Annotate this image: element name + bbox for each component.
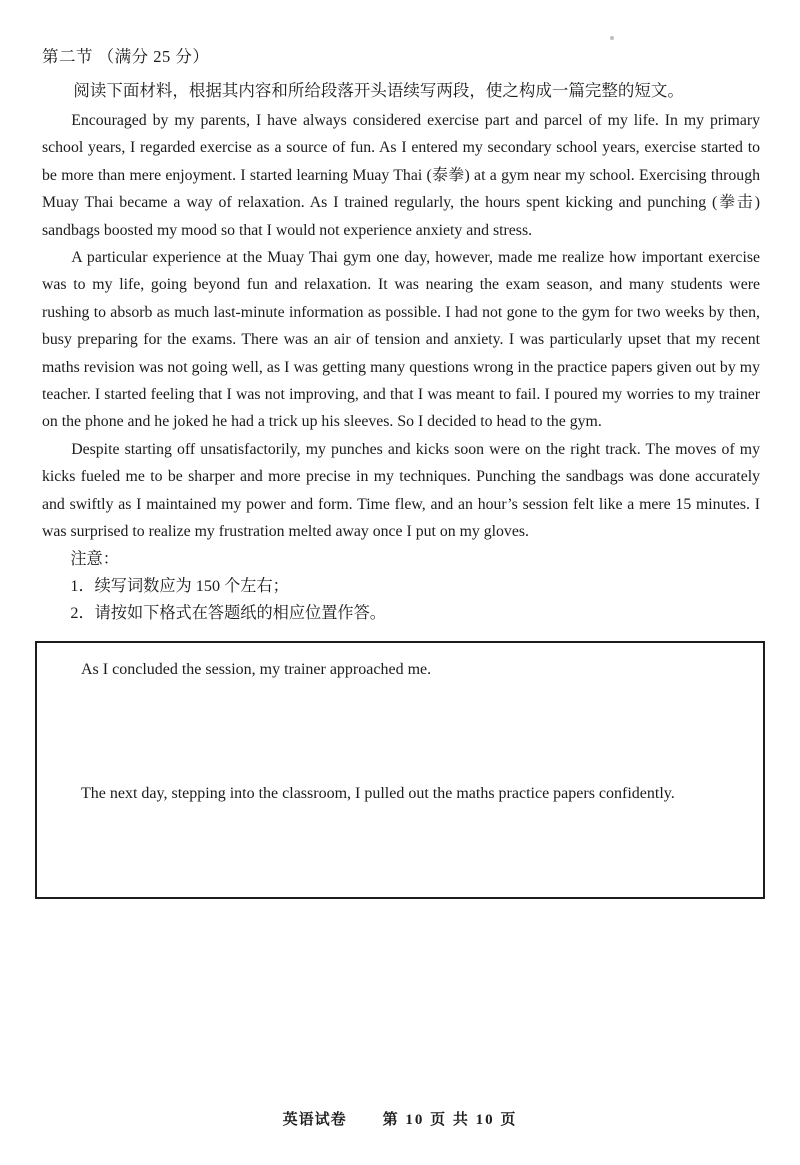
task-instruction: 阅读下面材料，根据其内容和所给段落开头语续写两段，使之构成一篇完整的短文。 [73, 81, 684, 100]
passage-paragraph-3: Despite starting off unsatisfactorily, my punches and kicks soon were on the right track. The moves of my kicks fueled me to be sharper and more precise in my techniques. Punching the sandbags was done accurately and swiftly as I maintained my power and form. Time flew, and an hour’s session felt like a mere 15 minutes. I was surprised to realize my frustration melted away once I put on my gloves. [42, 440, 760, 541]
passage-paragraph-1: Encouraged by my parents, I have always considered exercise part and parcel of my life. In my primary school years, I regarded exercise as a source of fun. As I entered my secondary school years, exercise started to be more than mere enjoyment. I started learning Muay Thai (泰拳) at a gym near my school. Exercising through Muay Thai became a way of relaxation. As I trained regularly, the hours spent kicking and punching (拳击) sandbags boosted my mood so that I would not experience anxiety and stress. [42, 112, 760, 239]
opening-sentence-2: The next day, stepping into the classroom, I pulled out the maths practice papers confidently. [81, 784, 675, 802]
scan-artifact-dot [610, 36, 614, 40]
notes-label: 注意： [70, 549, 119, 568]
note-item-2: 2．请按如下格式在答题纸的相应位置作答。 [70, 604, 386, 623]
opening-sentence-1: As I concluded the session, my trainer approached me. [81, 660, 432, 678]
exam-name-label: 英语试卷 [282, 1112, 347, 1128]
answer-format-box [35, 641, 765, 899]
page-footer [0, 1108, 800, 1129]
section-heading: 第二节 （满分 25 分） [42, 47, 210, 66]
passage-paragraph-2: A particular experience at the Muay Thai gym one day, however, made me realize how important exercise was to my life, going beyond fun and relaxation. It was nearing the exam season, and many students were rushing to absorb as much last-minute information as possible. I had not gone to the gym for two weeks by then, busy preparing for the exams. There was an air of tension and anxiety. I was particularly upset that my recent maths revision was not going well, as I was getting many questions wrong in the practice papers given out by my teacher. I started feeling that I was not improving, and that I was meant to fail. I poured my worries to my trainer on the phone and he joked he had a trick up his sleeves. So I decided to head to the gym. [42, 249, 760, 431]
page-indicator: 第 10 页 共 10 页 [382, 1112, 518, 1128]
note-item-1: 1．续写词数应为 150 个左右； [70, 576, 289, 595]
